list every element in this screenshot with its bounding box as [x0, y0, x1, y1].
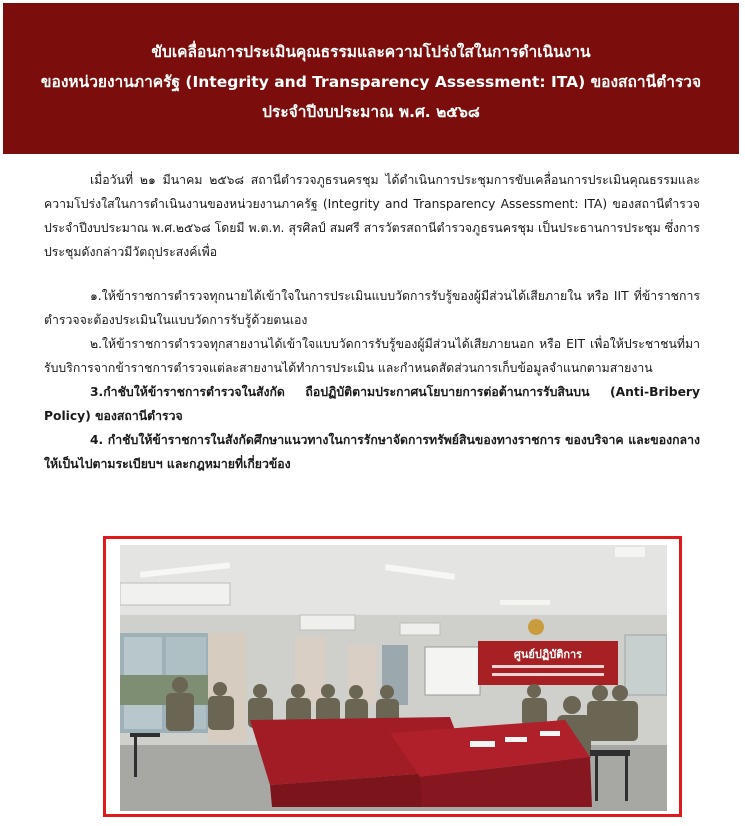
title-banner — [3, 3, 739, 154]
objective-item-3: 3.กำชับให้ข้าราชการตำรวจในสังกัด ถือปฏิบัติตามประกาศนโยบายการต่อต้านการรับสินบน (Anti-Bribery Policy) ของสถานีตำรวจ — [44, 385, 700, 423]
article-body — [44, 168, 700, 476]
meeting-photo — [120, 545, 667, 811]
objective-item-1: ๑.ให้ข้าราชการตำรวจทุกนายได้เข้าใจในการประเมินแบบวัดการรับรู้ของผู้มีส่วนได้เสียภายใน หรือ IIT ที่ข้าราชการตำรวจจะต้องประเมินในแบบวัดการรับรู้ด้วยตนเอง — [44, 289, 700, 327]
objective-item-4: 4. กำชับให้ข้าราชการในสังกัดศึกษาแนวทางในการรักษาจัดการทรัพย์สินของทางราชการ ของบริจาค และของกลางให้เป็นไปตามระเบียบฯ และกฎหมายที่เกี่ยวข้อง — [44, 433, 700, 471]
title-line-3: ประจำปีงบประมาณ พ.ศ. ๒๕๖๘ — [262, 103, 480, 121]
title-line-2: ของหน่วยงานภาครัฐ (Integrity and Transparency Assessment: ITA) ของสถานีตำรวจ — [40, 73, 702, 91]
meeting-photo-frame — [103, 536, 682, 817]
objective-item-2: ๒.ให้ข้าราชการตำรวจทุกสายงานได้เข้าใจแบบวัดการรับรู้ของผู้มีส่วนได้เสียภายนอก หรือ EIT เพื่อให้ประชาชนที่มารับบริการจากข้าราชการตำรวจแต่ละสายงานได้ทำการประเมิน และกำหนดสัดส่วนการเก็บข้อมูลจำแนกตามสายงาน — [44, 337, 700, 375]
intro-paragraph: เมื่อวันที่ ๒๑ มีนาคม ๒๕๖๘ สถานีตำรวจภูธรนครชุม ได้ดำเนินการประชุมการขับเคลื่อนการประเมินคุณธรรมและความโปร่งใสในการดำเนินงานของหน่วยงานภาครัฐ (Integrity and Transparency Assessment: ITA) ของสถานีตำรวจ ประจำปีงบประมาณ พ.ศ.๒๕๖๘ โดยมี พ.ต.ท. สุรศิลป์ สมศรี สารวัตรสถานีตำรวจภูธรนครชุม เป็นประธานการประชุม ซึ่งการประชุมดังกล่าวมีวัตถุประสงค์เพื่อ — [44, 173, 700, 259]
sign-title: ศูนย์ปฏิบัติการ — [513, 648, 583, 661]
title-line-1: ขับเคลื่อนการประเมินคุณธรรมและความโปร่งใสในการดำเนินงาน — [151, 43, 591, 61]
